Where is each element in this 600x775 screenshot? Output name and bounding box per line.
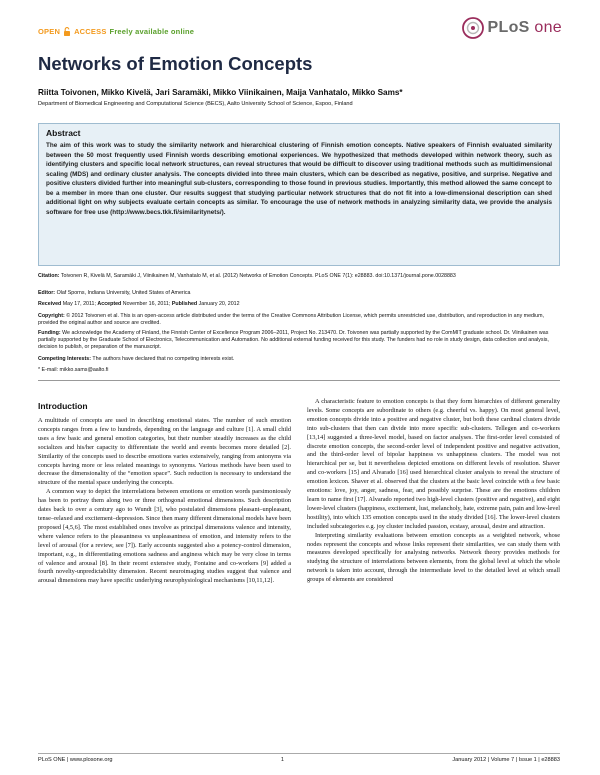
intro-right-column (307, 398, 560, 585)
freely-available-label: Freely available online (109, 27, 195, 36)
copyright: Copyright: © 2012 Toivonen et al. This is an open-access article distributed under the terms of the Creative Commons Attribution License, which permits unrestricted use, distribution, and reproduction in any medium, provided the original author and source are credited. (38, 313, 544, 327)
introduction-heading: Introduction (38, 401, 88, 411)
dates: Received May 17, 2011; Accepted November 16, 2011; Published January 20, 2012 (38, 301, 240, 307)
abstract-heading: Abstract (46, 128, 81, 138)
open-label: OPEN (38, 27, 61, 36)
footer-issue: January 2012 | Volume 7 | Issue 1 | e28883 (452, 757, 560, 763)
author-list: Riitta Toivonen, Mikko Kivelä, Jari Saramäki, Mikko Viinikainen, Maija Vanhatalo, Mikko Sams* (38, 88, 403, 97)
intro-paragraph: A characteristic feature to emotion concepts is that they form hierarchies of different generality levels. Some concepts are subordinate to others (e.g. cheerful vs. happy). On most general level, emotion concepts divide into a positive and negative cluster, but both these cardinal clusters divide into sub-clusters that then can divide into more specific sub-clusters. Tellegen and co-workers [13,14] suggested a three-level model, based on factor analyses. The first-order level consisted of discrete emotion concepts, the second-order level of independent positive and negative activation, and the third-order level of bipolar happiness vs unhappiness clusters. The model was not hierarchical per se, but it nevertheless depicted emotions on different levels of resolution. Shaver and co-workers [15] and Alvarado [16] used hierarchical cluster analysis to reveal the structure of emotion lexicon. Shaver et al. observed that the clusters at the basic level coincide with a few basic emotions: love, joy, anger, sadness, fear, and possibly surprise. These are the emotions children learn to name first [17]. Alvarado reported two high-level clusters (positive and negative), and eight lower-level clusters (happiness, excitement, lust, melancholy, hate, extreme pain, pain and low-level hostility), into which 135 emotion concepts used in the study divided [16]. The lower-level clusters included subcategories e.g. joy cluster included passion, ecstasy, arousal, desire and attraction. (307, 398, 560, 530)
plos-logo-icon (462, 17, 484, 39)
journal-logo (462, 17, 562, 39)
page-footer (38, 753, 560, 763)
page-number: 1 (280, 757, 285, 763)
editor: Editor: Olaf Sporns, Indiana University, United States of America (38, 290, 191, 296)
funding: Funding: We acknowledge the Academy of Finland, the Finnish Center of Excellence Program 2006–2011, Project No. 213470. Dr. Toivonen was partially supported by the ComMIT graduate school. Dr. Viinikainen was partially supported by the Graduate School of Electronics, Telecommunication and Automation. No additional external funding received for this study. The funders had no role in study design, data collection and analysis, decision to publish, or preparation of the manuscript. (38, 330, 549, 351)
intro-paragraph: A common way to depict the interrelations between emotions or emotion words parsimoniously has been to portray them along two or three orthogonal emotional dimensions. Such description dates back to over a century ago to Wundt [3], who postulated dimensions pleasant–unpleasant, tense–relaxed and excitement–depression. Since then many different dimensional models have been proposed [4,5,6]. The most established ones involve as principal dimensions valence and intensity, where valence refers to the pleasantness vs unpleasantness of emotion, and intensity refers to the level of arousal (for a review, see [7]). Early accounts suggested also a potency-control dimension, important, e.g., in differentiating emotions sadness and anginess which may be very close in terms of valence and arousal [8]. In their recent extensive study, Fontaine and co-workers [9] added a fourth novelty-unpredictability dimension. Recent neuroimaging studies suggest that valence and arousal dimensions may have specific underlying neurophysiological mechanisms [10,11,12]. (38, 488, 291, 585)
article-title: Networks of Emotion Concepts (38, 53, 313, 74)
corresponding-email: * E-mail: mikko.sams@aalto.fi (38, 367, 109, 373)
open-access-banner (38, 27, 194, 36)
meta-divider (38, 380, 560, 381)
intro-left-column (38, 417, 291, 586)
access-label: ACCESS (74, 27, 107, 36)
abstract-text: The aim of this work was to study the similarity network and hierarchical clustering of Finnish emotion concepts. Native speakers of Finnish evaluated similarity between the 50 most frequently used Finnish words describing emotional experiences. We hypothesized that methods developed within network theory, such as identifying clusters and specific local network structures, can reveal structures that would be difficult to discover using traditional methods such as multidimensional scaling (MDS) and ordinary cluster analysis. The concepts divided into three main clusters, which can be described as negative, positive, and surprise. Negative and positive clusters divided further into meaningful sub-clusters, corresponding to those found in previous studies. Importantly, this method allowed the same concept to be a member in more than one cluster. Our results suggest that studying particular network structures that do not fit into a low-dimensional description can shed additional light on why subjects evaluate certain concepts as similar. To encourage the use of network methods in analyzing similarity data, we provide the analysis software for free use (http://www.becs.tkk.fi/similaritynets/). (46, 142, 552, 216)
competing-interests: Competing Interests: The authors have declared that no competing interests exist. (38, 356, 235, 362)
intro-paragraph: A multitude of concepts are used in describing emotional states. The number of such emotion concepts ranges from a few to hundreds, depending on the language and culture [1]. A small child uses a few basic and general emotion categories, but their number steadily increases as the child socializes and his/her capacity to differentiate the world and events becomes more detailed [2]. Similarity of the concepts used to describe emotions varies extensively, ranging from antonyms via concepts having more or less related meanings to synonyms. Various methods have been used to decrease the dimensionality of the “emotion space”. Such reduction is necessary to understand the structure of the mental space underlying the concepts. (38, 417, 291, 487)
intro-paragraph: Interpreting similarity evaluations between emotion concepts as a weighted network, whose nodes represent the concepts and whose links represent their similarities, we can study them with measures developed specifically for analysing networks. Network theory provides methods for studying the structure of interrelations between elements, from the global level at which the whole network is taken into account, through the intermediate level to the detailed level at which small groups of elements are considered (307, 531, 560, 584)
footer-journal: PLoS ONE | www.plosone.org (38, 757, 113, 763)
abstract-box (38, 123, 560, 266)
affiliation: Department of Biomedical Engineering and Computational Science (BECS), Aalto University School of Science, Espoo, Finland (38, 101, 353, 107)
journal-name: PLoS one (487, 19, 562, 36)
open-lock-icon (63, 27, 71, 36)
citation: Citation: Toivonen R, Kivelä M, Saramäki J, Viinikainen M, Vanhatalo M, et al. (2012) Networks of Emotion Concepts. PLoS ONE 7(1): e28883. doi:10.1371/journal.pone.0028883 (38, 273, 456, 279)
